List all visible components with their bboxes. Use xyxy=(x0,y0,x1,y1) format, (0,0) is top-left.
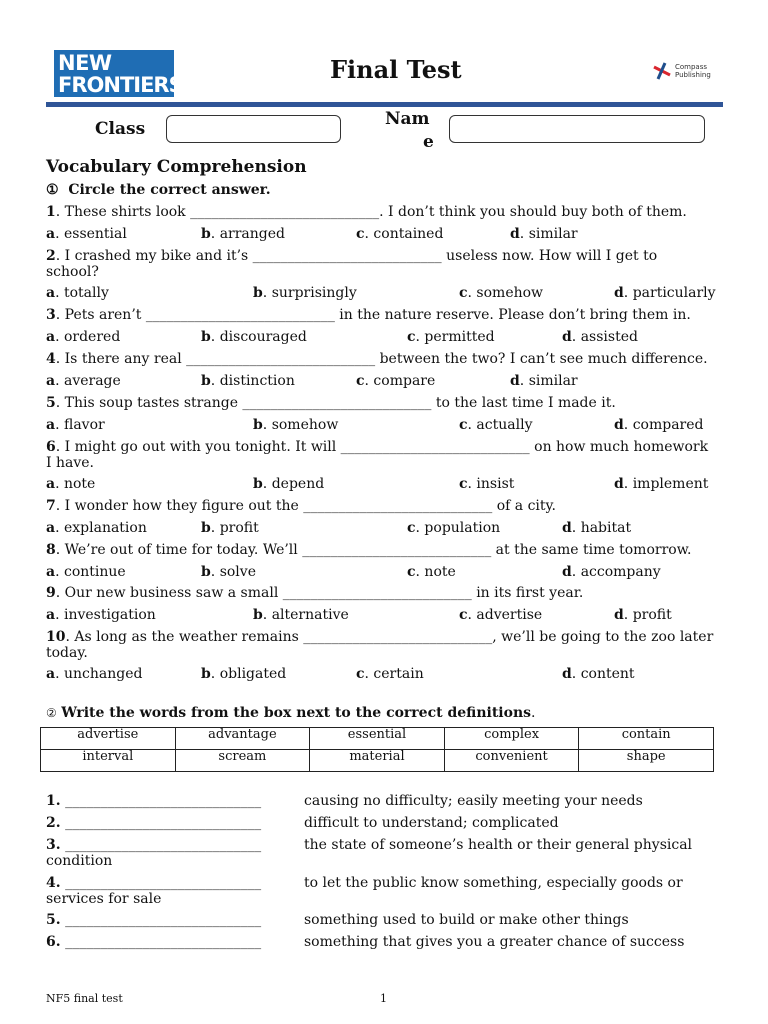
page-number: 1 xyxy=(380,992,387,1005)
question-text: . This soup tastes strange ___________________________ to the last time I made it. xyxy=(55,395,616,411)
answer-option[interactable] xyxy=(253,476,324,492)
option-letter: d xyxy=(562,329,572,345)
option-letter: a xyxy=(46,666,56,682)
class-label: Class xyxy=(95,119,146,139)
definition-blank: ____________________________ xyxy=(65,815,262,831)
option-text: . ordered xyxy=(55,329,121,345)
instruction-marker-2: ② xyxy=(46,706,57,720)
answer-option[interactable] xyxy=(253,417,338,433)
compass-publishing-logo xyxy=(652,61,711,81)
option-letter: d xyxy=(562,564,572,580)
option-text: . totally xyxy=(55,285,109,301)
answer-option[interactable] xyxy=(407,520,500,536)
option-text: . particularly xyxy=(623,285,716,301)
answer-option[interactable] xyxy=(201,226,285,242)
answer-option[interactable] xyxy=(562,564,661,580)
definition-number: 6. xyxy=(46,934,61,950)
option-letter: b xyxy=(253,417,263,433)
answer-option[interactable] xyxy=(356,666,424,682)
question-text-continued: I have. xyxy=(46,455,94,471)
definition-text: causing no difficulty; easily meeting your needs xyxy=(304,793,643,809)
option-text: . average xyxy=(55,373,121,389)
option-text: . profit xyxy=(623,607,672,623)
option-text: . note xyxy=(415,564,456,580)
option-letter: d xyxy=(510,226,520,242)
question-text-continued: later today. xyxy=(46,629,714,661)
answer-option[interactable] xyxy=(459,285,543,301)
word-box-cell: advertise xyxy=(41,728,176,750)
answer-option[interactable] xyxy=(46,285,109,301)
question-text: . I wonder how they figure out the ___________________________ of a city. xyxy=(55,498,557,514)
question-stem xyxy=(46,248,714,280)
instruction-text-2: Write the words from the box next to the correct definitions xyxy=(61,705,532,721)
option-text: . note xyxy=(55,476,96,492)
definition-text: something that gives you a greater chance of success xyxy=(304,934,685,950)
option-letter: d xyxy=(562,666,572,682)
answer-option[interactable] xyxy=(46,329,120,345)
answer-option[interactable] xyxy=(459,607,542,623)
option-text: . alternative xyxy=(262,607,349,623)
answer-option[interactable] xyxy=(614,607,672,623)
option-letter: c xyxy=(356,226,365,242)
logo-line-2: FRONTIERS xyxy=(58,73,183,97)
compass-star-icon xyxy=(652,61,672,81)
definition-answer-line[interactable] xyxy=(46,837,261,853)
word-box-cell: complex xyxy=(444,728,579,750)
option-letter: d xyxy=(614,417,624,433)
definition-number: 4. xyxy=(46,875,61,891)
answer-option[interactable] xyxy=(201,564,256,580)
question-text: . Is there any real ___________________________ between the two? I can’t see much difference. xyxy=(55,351,708,367)
question-number: 3 xyxy=(46,307,56,323)
option-letter: a xyxy=(46,285,56,301)
word-box-cell: interval xyxy=(41,750,176,772)
option-text: . actually xyxy=(467,417,533,433)
definition-text: the state of someone’s health or their general physical xyxy=(304,837,693,853)
header-divider xyxy=(46,102,723,107)
option-text: . advertise xyxy=(467,607,543,623)
option-text: . distinction xyxy=(210,373,295,389)
option-letter: b xyxy=(201,564,211,580)
option-text: . depend xyxy=(262,476,325,492)
option-letter: a xyxy=(46,373,56,389)
question-stem xyxy=(46,307,726,323)
instruction-end-2: . xyxy=(531,705,536,721)
class-field[interactable] xyxy=(166,115,341,143)
question-number: 10 xyxy=(46,629,66,645)
option-text: . arranged xyxy=(210,226,286,242)
option-letter: c xyxy=(407,329,416,345)
answer-option[interactable] xyxy=(356,226,443,242)
option-text: . similar xyxy=(519,226,578,242)
option-letter: c xyxy=(459,417,468,433)
answer-option[interactable] xyxy=(46,373,121,389)
answer-option[interactable] xyxy=(510,226,578,242)
definition-blank: ____________________________ xyxy=(65,875,262,891)
definition-blank: ____________________________ xyxy=(65,837,262,853)
question-number: 1 xyxy=(46,204,56,220)
question-number: 9 xyxy=(46,585,56,601)
question-text: . Pets aren’t ___________________________ in the nature reserve. Please don’t bring them in. xyxy=(55,307,691,323)
footer-label: NF5 final test xyxy=(46,992,123,1005)
word-box-cell: scream xyxy=(175,750,310,772)
option-letter: d xyxy=(614,607,624,623)
question-text: . We’re out of time for today. We’ll ___________________________ at the same time tomorrow. xyxy=(55,542,692,558)
answer-option[interactable] xyxy=(562,666,635,682)
question-text: . As long as the weather remains ___________________________, we’ll be going to the zoo xyxy=(65,629,676,645)
definition-number: 1. xyxy=(46,793,61,809)
name-field[interactable] xyxy=(449,115,705,143)
section-heading-vocabulary: Vocabulary Comprehension xyxy=(46,157,307,177)
option-letter: c xyxy=(407,520,416,536)
answer-option[interactable] xyxy=(407,329,495,345)
publisher-line-2: Publishing xyxy=(675,71,711,79)
definition-answer-line[interactable] xyxy=(46,934,261,950)
question-text: . I might go out with you tonight. It will ___________________________ on how much homework xyxy=(55,439,709,455)
option-text: . similar xyxy=(519,373,578,389)
question-stem xyxy=(46,204,726,220)
option-text: . investigation xyxy=(55,607,156,623)
answer-option[interactable] xyxy=(459,476,514,492)
option-text: . contained xyxy=(364,226,444,242)
question-number: 2 xyxy=(46,248,56,264)
question-stem xyxy=(46,542,726,558)
answer-option[interactable] xyxy=(201,373,295,389)
option-text: . permitted xyxy=(415,329,495,345)
definition-number: 5. xyxy=(46,912,61,928)
section2-instruction xyxy=(46,705,726,721)
definition-answer-line[interactable] xyxy=(46,815,261,831)
question-number: 8 xyxy=(46,542,56,558)
definition-blank: ____________________________ xyxy=(65,934,262,950)
option-letter: b xyxy=(201,373,211,389)
option-text: . assisted xyxy=(571,329,638,345)
option-text: . certain xyxy=(364,666,424,682)
logo-line-1: NEW xyxy=(58,51,112,75)
option-text: . somehow xyxy=(262,417,339,433)
answer-option[interactable] xyxy=(253,607,349,623)
option-letter: a xyxy=(46,226,56,242)
option-text: . surprisingly xyxy=(262,285,357,301)
definition-text: difficult to understand; complicated xyxy=(304,815,559,831)
option-text: . compare xyxy=(364,373,436,389)
option-letter: c xyxy=(459,476,468,492)
option-text: . content xyxy=(571,666,635,682)
section1-instruction xyxy=(46,182,726,198)
option-letter: a xyxy=(46,476,56,492)
word-box-row xyxy=(41,728,714,750)
option-text: . accompany xyxy=(571,564,661,580)
answer-option[interactable] xyxy=(356,373,435,389)
instruction-marker-1: ① xyxy=(46,182,59,198)
question-number: 7 xyxy=(46,498,56,514)
option-text: . unchanged xyxy=(55,666,143,682)
name-label-part2: e xyxy=(423,132,434,152)
option-text: . somehow xyxy=(467,285,544,301)
answer-option[interactable] xyxy=(46,564,126,580)
option-letter: b xyxy=(201,226,211,242)
word-box-row xyxy=(41,750,714,772)
option-letter: b xyxy=(201,520,211,536)
question-text: . I crashed my bike and it’s ___________________________ useless now. How will I get to xyxy=(55,248,658,264)
option-text: . population xyxy=(415,520,501,536)
word-box-cell: advantage xyxy=(175,728,310,750)
option-letter: d xyxy=(562,520,572,536)
definition-blank: ____________________________ xyxy=(65,793,262,809)
word-box-cell: convenient xyxy=(444,750,579,772)
option-letter: d xyxy=(614,476,624,492)
answer-option[interactable] xyxy=(201,520,259,536)
answer-option[interactable] xyxy=(562,520,631,536)
option-text: . habitat xyxy=(571,520,632,536)
option-letter: c xyxy=(459,285,468,301)
option-text: . insist xyxy=(467,476,515,492)
question-stem xyxy=(46,498,726,514)
question-stem xyxy=(46,439,714,471)
new-frontiers-logo xyxy=(54,50,183,97)
option-letter: c xyxy=(356,666,365,682)
option-letter: a xyxy=(46,417,56,433)
option-text: . obligated xyxy=(210,666,287,682)
definition-answer-line[interactable] xyxy=(46,912,261,928)
option-letter: a xyxy=(46,520,56,536)
answer-option[interactable] xyxy=(46,666,142,682)
question-number: 6 xyxy=(46,439,56,455)
definition-blank: ____________________________ xyxy=(65,912,262,928)
question-number: 4 xyxy=(46,351,56,367)
definition-number: 2. xyxy=(46,815,61,831)
option-text: . flavor xyxy=(55,417,105,433)
question-text-continued: school? xyxy=(46,264,99,280)
option-letter: b xyxy=(201,329,211,345)
word-box-cell: essential xyxy=(310,728,445,750)
question-stem xyxy=(46,395,726,411)
word-box xyxy=(40,727,714,772)
answer-option[interactable] xyxy=(614,476,708,492)
question-stem xyxy=(46,351,726,367)
option-letter: a xyxy=(46,564,56,580)
option-text: . profit xyxy=(210,520,259,536)
answer-option[interactable] xyxy=(614,285,716,301)
option-text: . implement xyxy=(623,476,709,492)
answer-option[interactable] xyxy=(201,329,307,345)
definition-text-continued: services for sale xyxy=(46,891,162,907)
definition-text: something used to build or make other things xyxy=(304,912,629,928)
definition-number: 3. xyxy=(46,837,61,853)
option-letter: a xyxy=(46,607,56,623)
word-box-cell: contain xyxy=(579,728,714,750)
option-letter: b xyxy=(201,666,211,682)
option-letter: c xyxy=(459,607,468,623)
answer-option[interactable] xyxy=(46,226,127,242)
answer-option[interactable] xyxy=(253,285,357,301)
question-number: 5 xyxy=(46,395,56,411)
answer-option[interactable] xyxy=(562,329,638,345)
answer-option[interactable] xyxy=(459,417,532,433)
page-title: Final Test xyxy=(330,55,462,84)
option-letter: d xyxy=(510,373,520,389)
option-text: . continue xyxy=(55,564,126,580)
question-stem xyxy=(46,629,714,661)
word-box-cell: material xyxy=(310,750,445,772)
option-letter: b xyxy=(253,285,263,301)
answer-option[interactable] xyxy=(201,666,286,682)
option-text: . discouraged xyxy=(210,329,307,345)
answer-option[interactable] xyxy=(46,607,156,623)
option-letter: a xyxy=(46,329,56,345)
definition-text-continued: condition xyxy=(46,853,113,869)
definition-answer-line[interactable] xyxy=(46,793,261,809)
option-letter: b xyxy=(253,476,263,492)
option-text: . essential xyxy=(55,226,127,242)
option-letter: d xyxy=(614,285,624,301)
question-text: . Our new business saw a small ___________________________ in its first year. xyxy=(55,585,584,601)
instruction-text-1: Circle the correct answer. xyxy=(68,182,271,198)
definition-text: to let the public know something, especially goods or xyxy=(304,875,683,891)
option-text: . compared xyxy=(623,417,704,433)
answer-option[interactable] xyxy=(46,417,105,433)
question-text: . These shirts look ___________________________. I don’t think you should buy both of them. xyxy=(55,204,687,220)
definition-answer-line[interactable] xyxy=(46,875,261,891)
option-text: . solve xyxy=(210,564,256,580)
answer-option[interactable] xyxy=(407,564,456,580)
option-letter: c xyxy=(356,373,365,389)
publisher-line-1: Compass xyxy=(675,63,708,71)
option-text: . explanation xyxy=(55,520,147,536)
option-letter: b xyxy=(253,607,263,623)
word-box-cell: shape xyxy=(579,750,714,772)
answer-option[interactable] xyxy=(510,373,578,389)
option-letter: c xyxy=(407,564,416,580)
name-label-part1: Nam xyxy=(385,109,430,129)
answer-option[interactable] xyxy=(614,417,704,433)
answer-option[interactable] xyxy=(46,476,95,492)
answer-option[interactable] xyxy=(46,520,147,536)
question-stem xyxy=(46,585,726,601)
